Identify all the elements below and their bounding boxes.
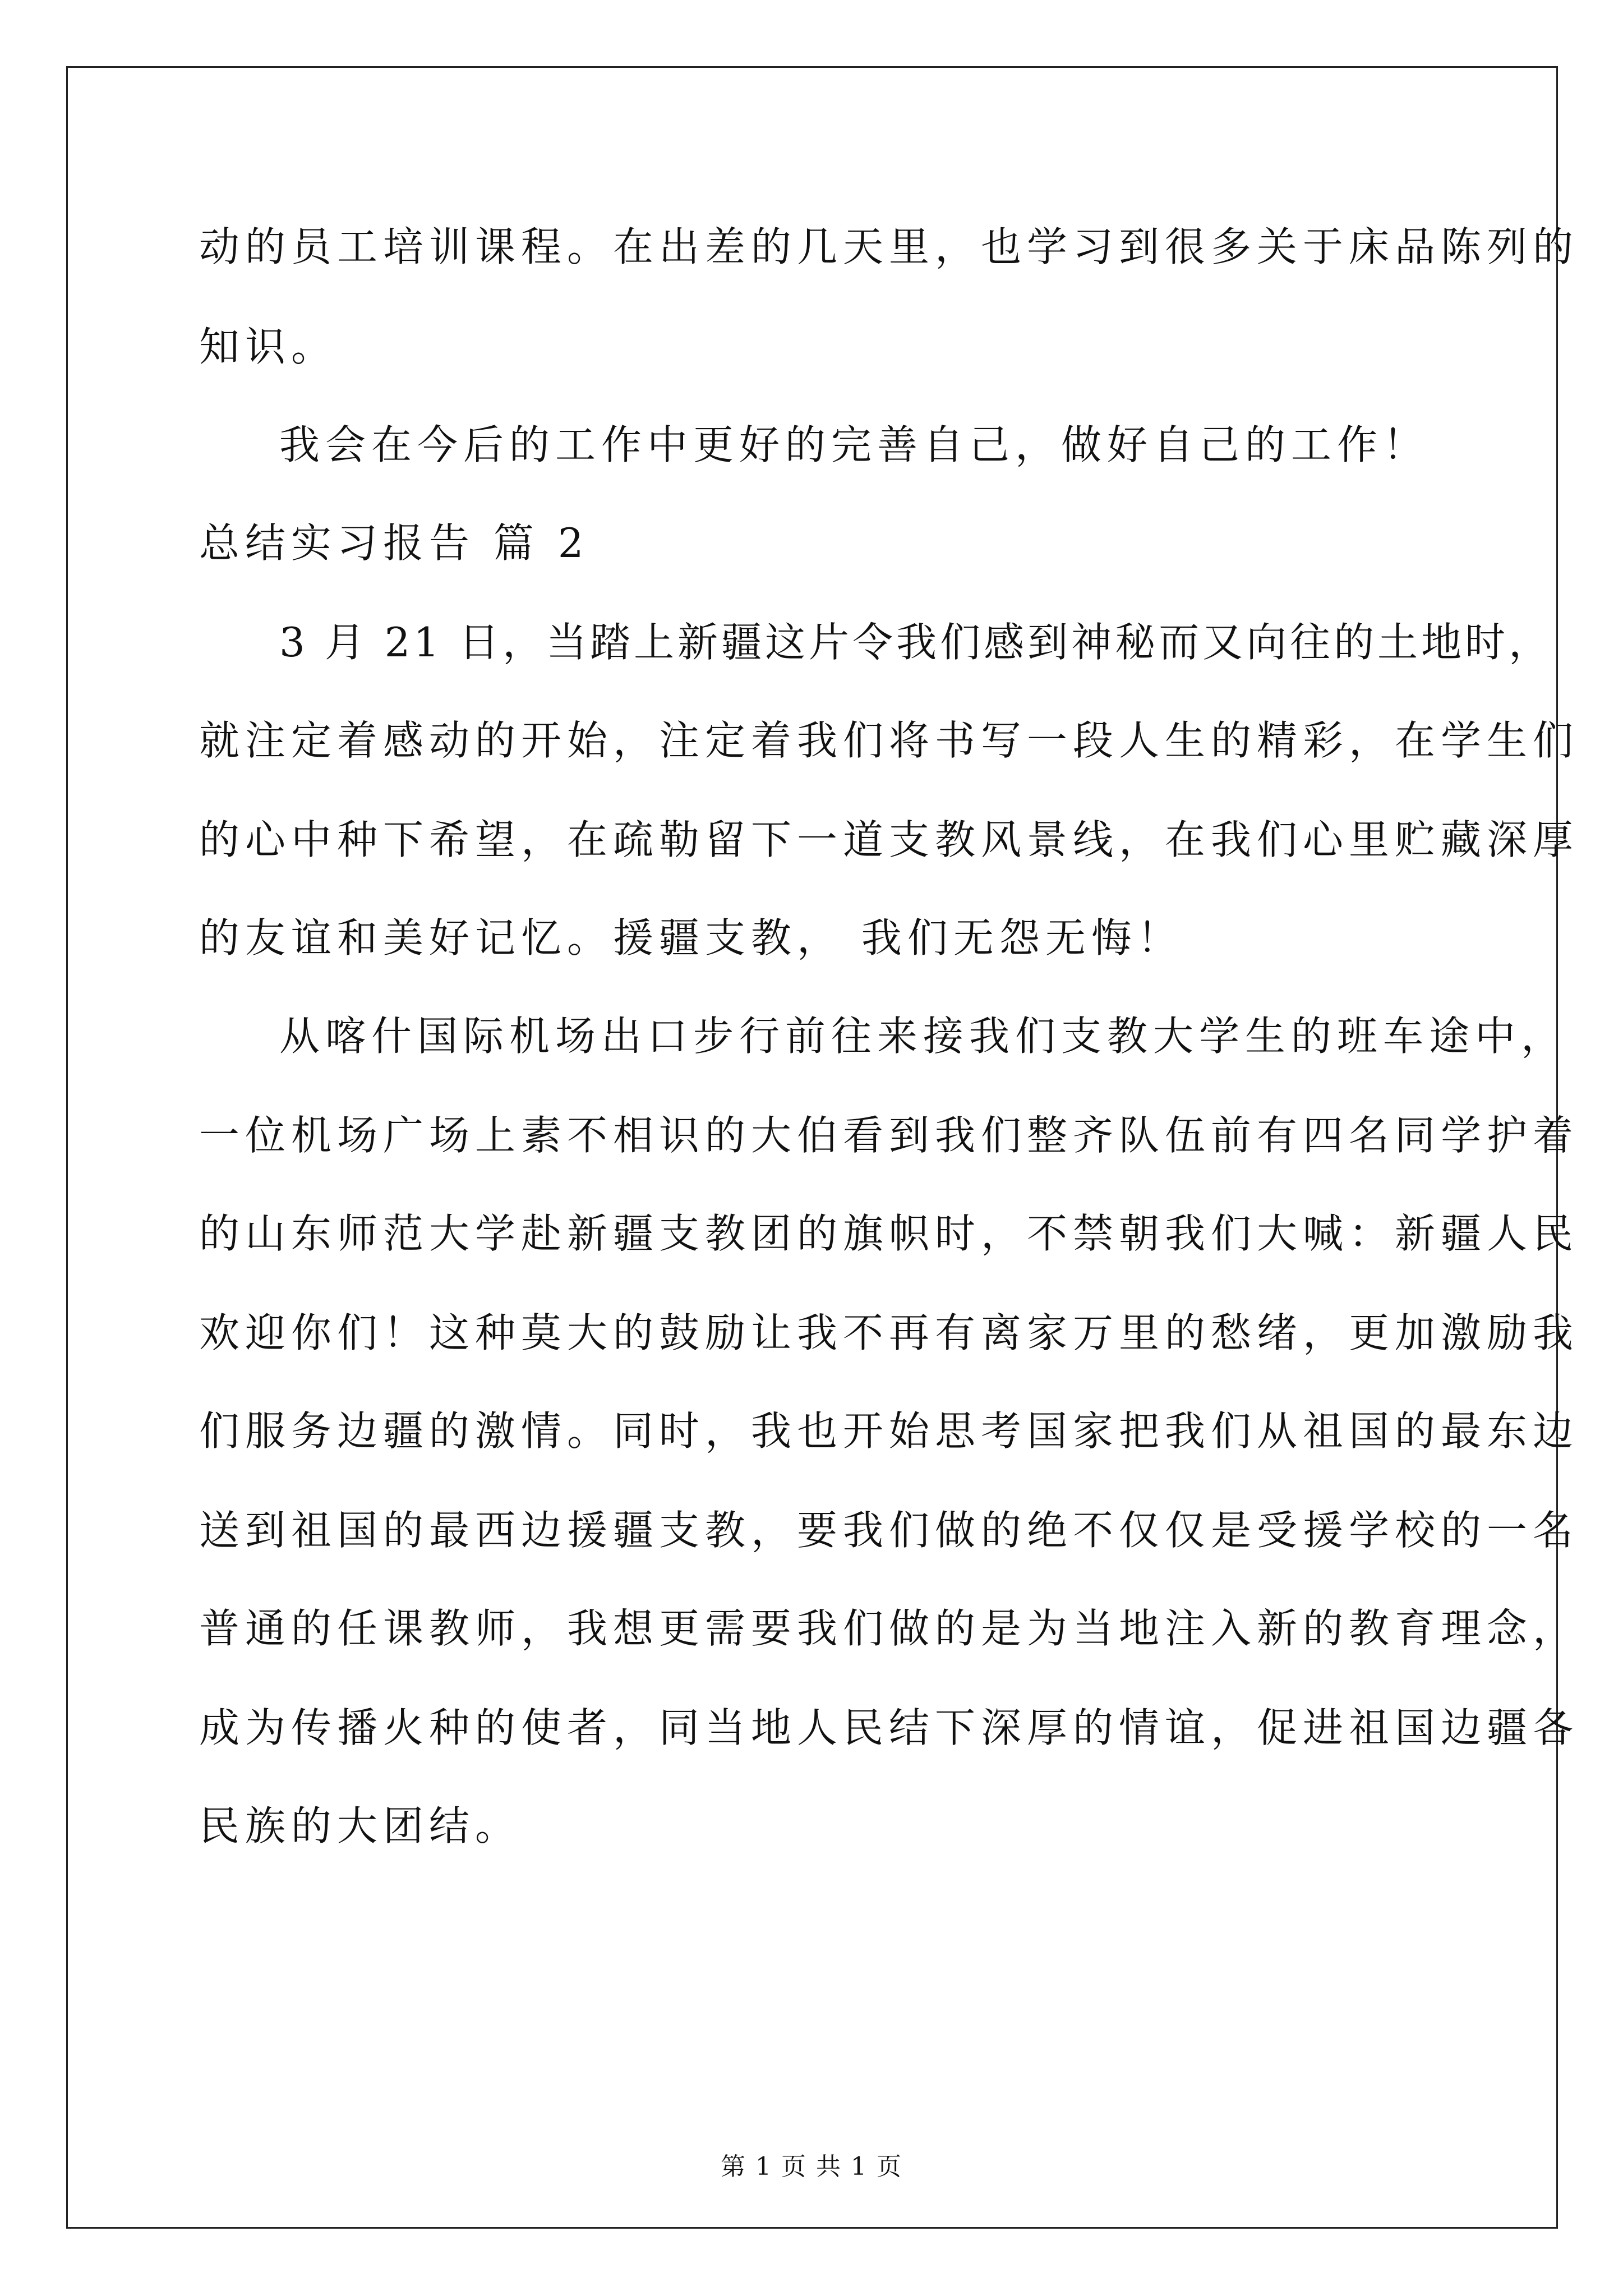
body-text-line: 3 月 21 日，当踏上新疆这片令我们感到神秘而又向往的土地时， bbox=[279, 619, 1553, 666]
body-text-line: 就注定着感动的开始，注定着我们将书写一段人生的精彩，在学生们 bbox=[199, 717, 1579, 764]
section-heading: 总结实习报告 篇 2 bbox=[199, 519, 589, 567]
body-text-line: 的心中种下希望，在疏勒留下一道支教风景线，在我们心里贮藏深厚 bbox=[199, 816, 1579, 863]
body-text-line: 普通的任课教师，我想更需要我们做的是为当地注入新的教育理念， bbox=[199, 1605, 1579, 1652]
body-text-line: 我会在今后的工作中更好的完善自己，做好自己的工作！ bbox=[279, 421, 1430, 468]
body-text-line: 动的员工培训课程。在出差的几天里，也学习到很多关于床品陈列的 bbox=[199, 223, 1579, 270]
body-text-line: 欢迎你们！这种莫大的鼓励让我不再有离家万里的愁绪，更加激励我 bbox=[199, 1309, 1579, 1356]
body-text-line: 知识。 bbox=[199, 323, 338, 370]
body-text-line: 成为传播火种的使者，同当地人民结下深厚的情谊，促进祖国边疆各 bbox=[199, 1704, 1579, 1751]
body-text-line: 从喀什国际机场出口步行前往来接我们支教大学生的班车途中， bbox=[279, 1013, 1567, 1060]
page-footer: 第 1 页 共 1 页 bbox=[721, 2152, 902, 2181]
body-text-line: 们服务边疆的激情。同时，我也开始思考国家把我们从祖国的最东边 bbox=[199, 1407, 1579, 1455]
body-text-line: 送到祖国的最西边援疆支教，要我们做的绝不仅仅是受援学校的一名 bbox=[199, 1507, 1579, 1554]
body-text-line: 的山东师范大学赴新疆支教团的旗帜时，不禁朝我们大喊：新疆人民 bbox=[199, 1210, 1579, 1257]
body-text-line: 民族的大团结。 bbox=[199, 1802, 522, 1849]
body-text-line: 的友谊和美好记忆。援疆支教， 我们无怨无悔！ bbox=[199, 914, 1183, 961]
body-text-line: 一位机场广场上素不相识的大伯看到我们整齐队伍前有四名同学护着 bbox=[199, 1112, 1579, 1159]
